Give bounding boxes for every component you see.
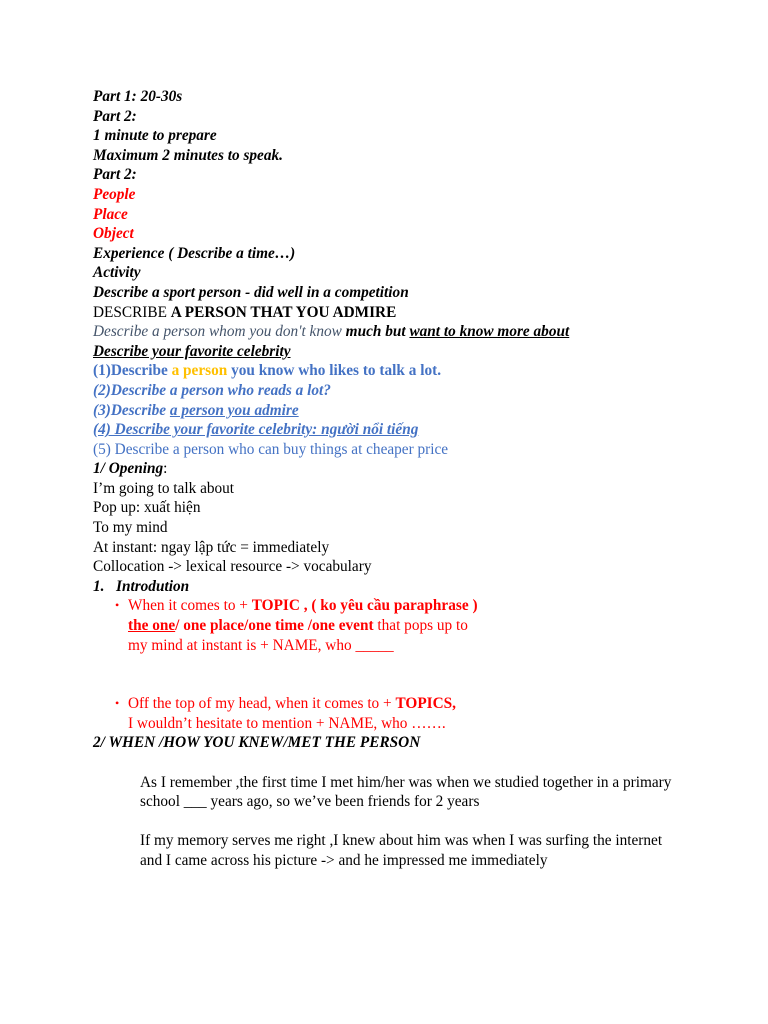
b1-part-d: / one place/one time /one event [175,617,374,635]
b2-part-b: TOPICS, [395,695,457,713]
bullet-2-line-2: I wouldn’t hesitate to mention + NAME, who ……. [128,714,446,732]
b1-part-c: the one [128,617,176,635]
part2-heading: Part 2: [93,107,137,125]
b1-part-a: When it comes to + [128,597,252,615]
introduction-number: 1. [93,577,105,595]
speak-time: Maximum 2 minutes to speak. [93,146,283,164]
bullet-1-line-3: my mind at instant is + NAME, who _____ [128,636,394,654]
talk-about-line: I’m going to talk about [93,479,235,497]
prepare-time: 1 minute to prepare [93,127,217,145]
q1-part-b: a person [171,362,228,380]
bullet-1-line-1 [128,596,713,616]
part1-heading: Part 1: 20-30s [93,88,183,105]
dont-know-part-b: much but [345,323,410,341]
bullet-icon: • [115,598,120,613]
paragraph-memory: If my memory serves me right ,I knew about him was when I was surfing the internet and I came across his picture -> and he impressed me immediately [140,832,663,869]
at-instant-line: At instant: ngay lập tức = immediately [93,538,330,556]
question-1 [93,361,713,381]
bullet-item-2 [93,694,713,714]
popup-line: Pop up: xuất hiện [93,499,201,517]
b1-part-e: that pops up to [373,617,468,635]
question-2: (2)Describe a person who reads a lot? [93,381,331,399]
b1-part-b: TOPIC , ( ko yêu cầu paraphrase ) [251,597,478,615]
admire-prefix: DESCRIBE [93,303,171,321]
introduction-heading [93,577,713,597]
bullet-2-line-1 [128,694,713,714]
dont-know-part-c: want to know more about [409,323,570,341]
question-5: (5) Describe a person who can buy things at cheaper price [93,440,449,458]
opening-colon: : [163,460,168,478]
sport-person-topic: Describe a sport person - did well in a competition [93,283,409,301]
q3-part-a: (3)Describe [93,401,170,419]
part2-heading-repeat: Part 2: [93,166,137,184]
q1-part-a: (1)Describe [93,362,172,380]
spacer [93,812,713,832]
to-my-mind-line: To my mind [93,519,168,537]
document-page [93,87,713,871]
dont-know-topic [93,322,713,342]
when-heading: 2/ WHEN /HOW YOU KNEW/MET THE PERSON [93,734,421,752]
category-object: Object [93,225,134,243]
admire-topic [93,303,713,323]
category-experience: Experience ( Describe a time…) [93,244,296,262]
question-4: (4) Describe your favorite celebrity: người nổi tiếng [93,421,419,439]
spacer [93,753,713,773]
opening-label: 1/ Opening [93,460,164,478]
paragraph-first-meet: As I remember ,the first time I met him/her was when we studied together in a primary school ___ years ago, so we’ve been friends for 2 years [140,773,672,811]
q3-part-b: a person you admire [169,401,299,419]
bullet-icon: • [115,696,120,711]
category-activity: Activity [93,264,141,282]
question-3 [93,401,713,421]
opening-heading [93,459,713,479]
b2-part-a: Off the top of my head, when it comes to + [128,695,396,713]
category-place: Place [93,205,128,223]
celebrity-topic: Describe your favorite celebrity [93,342,291,360]
dont-know-part-a: Describe a person whom you don't know [93,323,346,341]
category-people: People [93,185,136,203]
spacer [93,655,713,694]
bullet-item-1 [93,596,713,655]
introduction-label: Introdution [116,577,190,595]
bullet-1-line-2 [128,616,713,636]
q1-part-c: you know who likes to talk a lot. [227,362,442,380]
admire-bold: A PERSON THAT YOU ADMIRE [170,303,397,321]
collocation-line: Collocation -> lexical resource -> vocabulary [93,558,372,576]
